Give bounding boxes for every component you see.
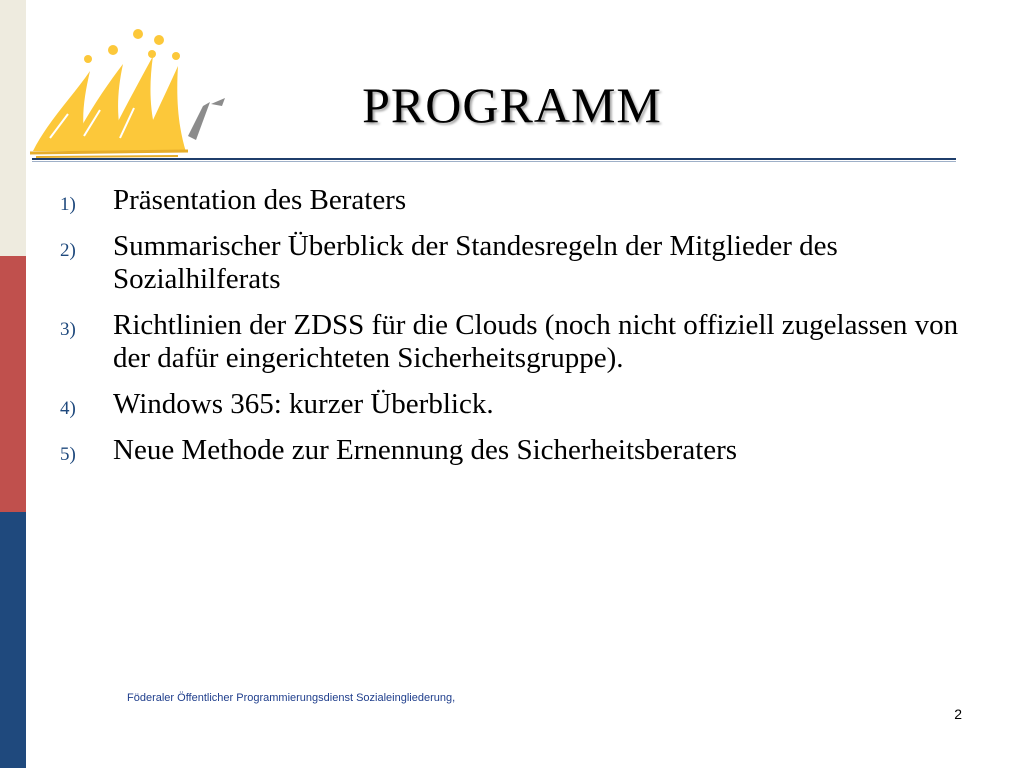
list-item-number: 5) [60, 444, 76, 465]
list-item-text: Richtlinien der ZDSS für die Clouds (noch nicht offiziell zugelassen von der dafür eingerichteten Sicherheitsgruppe). [113, 309, 959, 374]
list-item-number: 1) [60, 194, 76, 215]
list-item-text: Summarischer Überblick der Standesregeln der Mitglieder des Sozialhilferats [113, 230, 838, 295]
list-item-text: Präsentation des Beraters [113, 184, 407, 216]
list-item [60, 184, 960, 217]
list-item-number: 4) [60, 398, 76, 419]
list-item-number: 2) [60, 240, 76, 261]
list-item [60, 230, 960, 296]
list-item [60, 434, 960, 467]
list-item [60, 309, 960, 375]
list-item [60, 388, 960, 421]
side-band-blue [0, 512, 26, 768]
title-divider-shadow [32, 161, 956, 162]
page-number: 2 [954, 706, 962, 722]
slide-title: PROGRAMM [362, 77, 662, 133]
title-divider [32, 158, 956, 160]
list-item-number: 3) [60, 319, 76, 340]
slide-footer: Föderaler Öffentlicher Programmierungsdienst Sozialeingliederung, [127, 692, 456, 704]
agenda-list [60, 184, 960, 480]
list-item-text: Windows 365: kurzer Überblick. [113, 388, 494, 420]
sailing-ship-logo-icon [28, 26, 233, 161]
side-band-cream [0, 0, 26, 256]
list-item-text: Neue Methode zur Ernennung des Sicherheitsberaters [113, 434, 738, 466]
side-band-red [0, 256, 26, 512]
